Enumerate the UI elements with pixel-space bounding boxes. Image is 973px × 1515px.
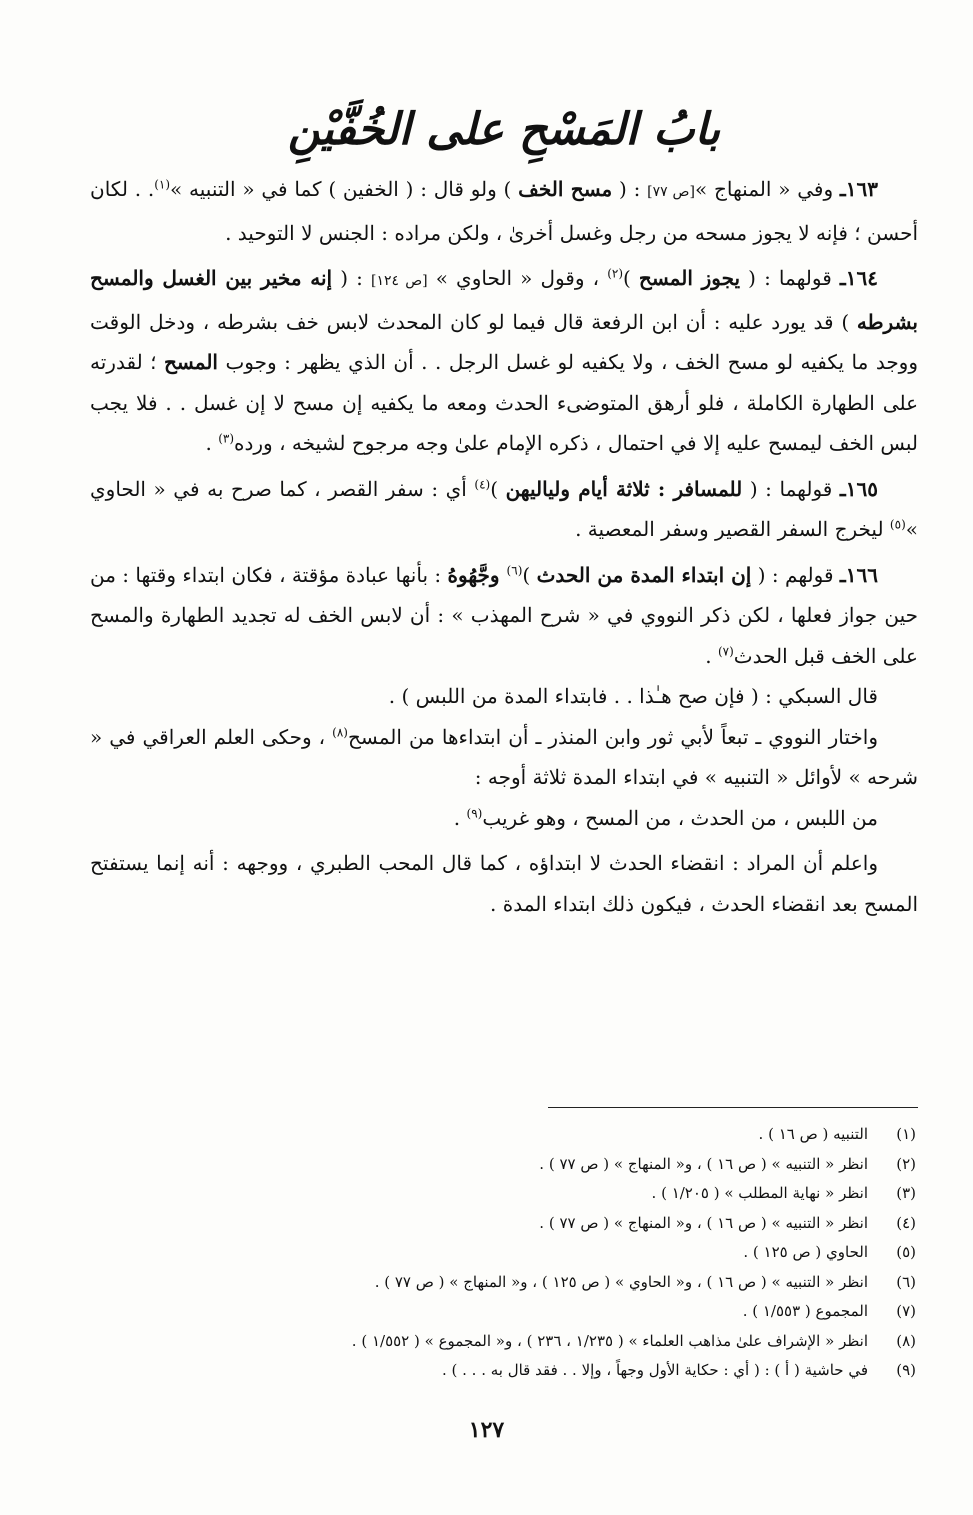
footnote-text: انظر « التنبيه » ( ص ١٦ ) ، و« الحاوي » ( ص ١٢٥ ) ، و« المنهاج » ( ص ٧٧ ) .	[374, 1272, 868, 1291]
paragraph-166: ١٦٦ـ قولهم : ( إن ابتداء المدة من الحدث )$^{(٦)}$ وجَّهُوهُ : بأنها عبادة مؤقتة ، فكان ابتداء وقتها : من حين جواز فعلها ، لكن ذكر النووي في « شرح المهذب » : أن لابس الخف له تجديد الطهارة والمسح على الخف قبل الحدث$^{(٧)}$ .	[90, 562, 918, 668]
footnote-item	[90, 1268, 918, 1298]
paragraph-164: ١٦٤ـ قولهما : ( يجوز المسح )$^{(٢)}$ ، وقول « الحاوي » [ص ١٢٤] : ( إنه مخير بين الغسل والمسح بشرطه ) قد يورد عليه : أن ابن الرفعة قال فيما لو كان المحدث لابس خف بشرطه ، ودخل الوقت ووجد ما يكفيه لو مسح الخف ، ولا يكفيه لو غسل الرجل . . أن الذي يظهر : وجوب المسح ؛ لقدرته على الطهارة الكاملة ، فلو أرهق المتوضىء الحدث ومعه ما يكفيه إن مسح لا إن غسل . . فلا يجب لبس الخف ليمسح عليه إلا في احتمال ، ذكره الإمام علىٰ وجه مرجوح لشيخه ، ورده$^{(٣)}$ .	[90, 266, 918, 455]
paragraph-subki: قال السبكي : ( فإن صح هـٰذا . . فابتداء المدة من اللبس ) .	[388, 684, 878, 708]
footnote-item	[90, 1120, 918, 1150]
footnote-marker: (٧)	[717, 643, 734, 658]
footnote-marker: (٤)	[474, 476, 491, 491]
footnote-item	[90, 1327, 918, 1357]
footnote-number: (٨)	[896, 1331, 916, 1350]
footnote-marker: (٢)	[607, 266, 624, 281]
footnotes	[90, 1120, 918, 1386]
footnote-item	[90, 1297, 918, 1327]
footnote-marker: (٣)	[218, 431, 235, 446]
paragraph-165: ١٦٥ـ قولهما : ( للمسافر : ثلاثة أيام ولياليهن )$^{(٤)}$ أي : سفر القصر ، كما صرح به في « الحاوي »$^{(٥)}$ ليخرج السفر القصير وسفر المعصية .	[90, 476, 918, 541]
footnote-item	[90, 1238, 918, 1268]
footnote-item	[90, 1209, 918, 1239]
footnote-number: (٩)	[896, 1361, 916, 1379]
footnote-number: (٧)	[896, 1302, 916, 1320]
footnote-item	[90, 1356, 918, 1386]
main-text	[90, 169, 918, 924]
footnote-number: (٦)	[896, 1272, 916, 1291]
bold-quote: يجوز المسح	[638, 266, 741, 290]
chapter-title: بابُ المَسْحِ على الخُفَّيْنِ	[287, 104, 721, 155]
paragraph-awjuh: من اللبس ، من الحدث ، من المسح ، وهو غريب$^{(٩)}$ .	[453, 805, 878, 830]
footnote-divider	[548, 1107, 918, 1108]
page-number: ١٢٧	[468, 1417, 505, 1443]
footnote-number: (٤)	[896, 1213, 916, 1232]
page-reference: [ص ١٢٤]	[370, 273, 428, 289]
paragraph-number: ١٦٦ـ	[839, 562, 878, 587]
bold-quote: إن ابتداء المدة من الحدث	[536, 562, 752, 587]
bold-quote: مسح الخف	[518, 177, 613, 201]
paragraph-number: ١٦٤ـ	[839, 266, 878, 290]
page	[0, 95, 973, 1515]
footnote-marker: (٩)	[466, 805, 483, 820]
footnote-text: انظر « الإشراف علىٰ مذاهب العلماء » ( ١/٢٣٥ ، ٢٣٦ ) ، و« المجموع » ( ١/٥٥٢ ) .	[351, 1331, 868, 1350]
paragraph-number: ١٦٣ـ	[839, 177, 878, 201]
footnote-text: انظر « نهاية المطلب » ( ١/٢٠٥ ) .	[651, 1184, 868, 1202]
bold-quote: المسح	[164, 350, 218, 374]
footnote-text: التنبيه ( ص ١٦ ) .	[758, 1125, 868, 1143]
footnote-item	[90, 1179, 918, 1209]
footnote-number: (٣)	[896, 1184, 916, 1202]
footnote-number: (٥)	[896, 1243, 916, 1261]
page-reference: [ص ٧٧]	[647, 184, 695, 200]
footnote-text: المجموع ( ١/٥٥٣ ) .	[742, 1302, 868, 1320]
footnote-number: (٢)	[896, 1154, 916, 1173]
bold-quote: وجَّهُوهُ	[447, 562, 507, 587]
paragraph-number: ١٦٥ـ	[839, 476, 878, 501]
bold-quote: للمسافر : ثلاثة أيام ولياليهن	[505, 476, 743, 501]
footnote-text: انظر « التنبيه » ( ص ١٦ ) ، و« المنهاج » ( ص ٧٧ ) .	[539, 1213, 868, 1232]
footnote-item	[90, 1150, 918, 1180]
footnote-text: في حاشية ( أ ) : ( أي : حكاية الأول وجهاً ، وإلا . . فقد قال به . . . ) .	[441, 1361, 868, 1379]
footnote-marker: (٥)	[889, 517, 906, 532]
footnote-marker: (١)	[154, 177, 171, 192]
paragraph-murad: واعلم أن المراد : انقضاء الحدث لا ابتداؤه ، كما قال المحب الطبري ، ووجهه : أنه إنما يستفتح المسح بعد انقضاء الحدث ، فيكون ذلك ابتداء المدة .	[90, 851, 918, 916]
paragraph-163: ١٦٣ـ وفي « المنهاج »[ص ٧٧] : ( مسح الخف ) ولو قال : ( الخفين ) كما في « التنبيه »$^{(١)}$. . لكان أحسن ؛ فإنه لا يجوز مسحه من رجل وغسل أخرىٰ ، ولكن مراده : الجنس لا التوحيد .	[90, 177, 918, 245]
footnote-text: الحاوي ( ص ١٢٥ ) .	[743, 1243, 868, 1261]
footnote-text: انظر « التنبيه » ( ص ١٦ ) ، و« المنهاج » ( ص ٧٧ ) .	[539, 1154, 868, 1173]
bold-quote: إنه مخير بين الغسل والمسح بشرطه	[90, 266, 918, 334]
footnote-marker: (٨)	[332, 724, 348, 739]
footnote-number: (١)	[896, 1125, 916, 1143]
footnote-marker: (٦)	[506, 562, 523, 577]
paragraph-nawawi: واختار النووي ـ تبعاً لأبي ثور وابن المنذر ـ أن ابتداءها من المسح$^{(٨)}$ ، وحكى العلم العراقي في « شرحه » لأوائل « التنبيه » في ابتداء المدة ثلاثة أوجه :	[90, 724, 918, 789]
